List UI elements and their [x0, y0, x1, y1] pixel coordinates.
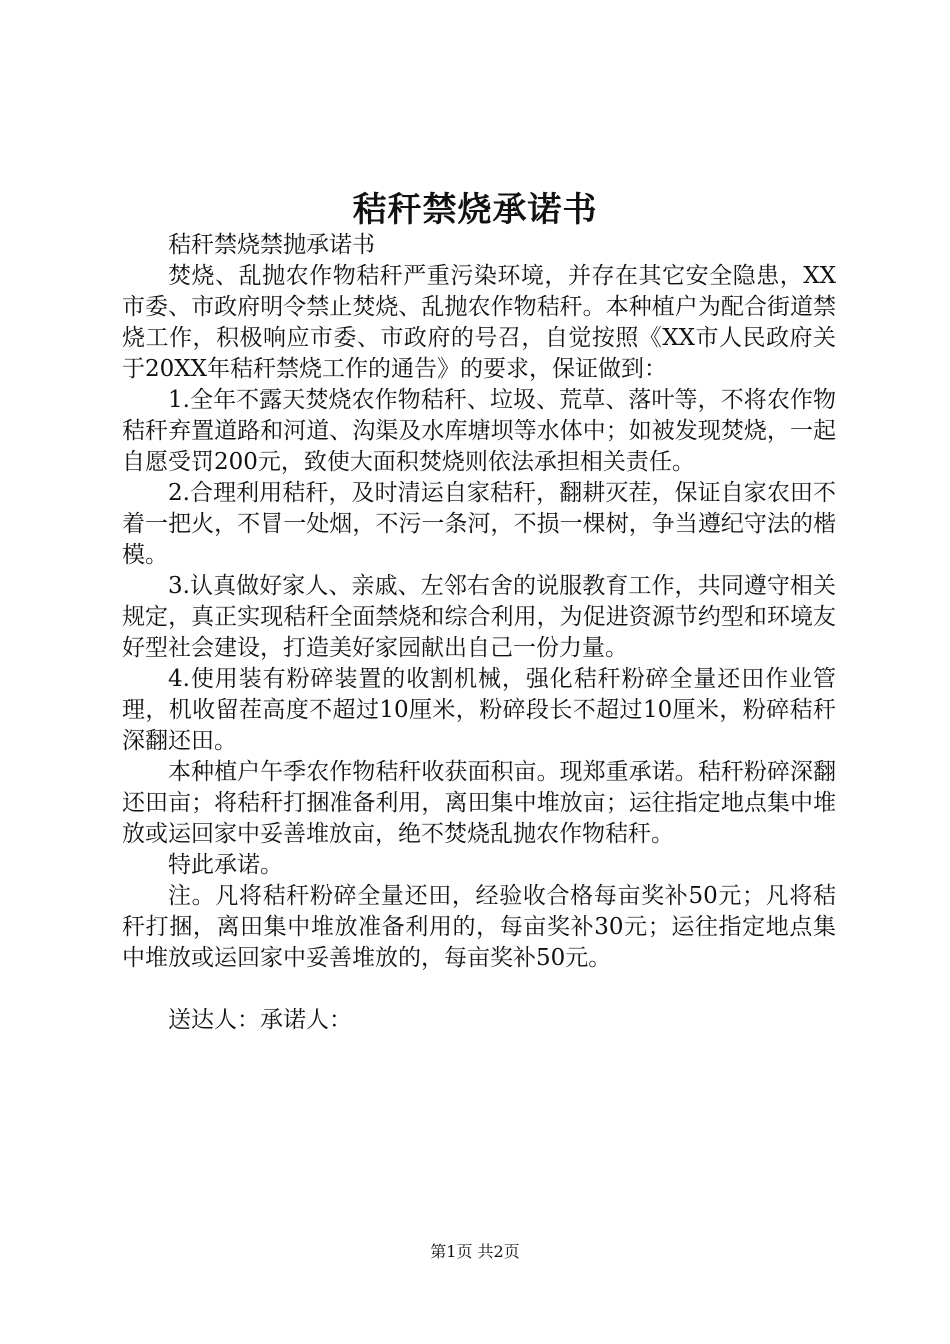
- paragraph-item-2: 2.合理利用秸秆，及时清运自家秸秆，翻耕灭茬，保证自家农田不着一把火，不冒一处烟，不污一条河，不损一棵树，争当遵纪守法的楷模。: [122, 480, 836, 568]
- paragraph-item-4: 4.使用装有粉碎装置的收割机械，强化秸秆粉碎全量还田作业管理，机收留茬高度不超过10厘米，粉碎段长不超过10厘米，粉碎秸秆深翻还田。: [122, 666, 836, 754]
- paragraph-commitment: 本种植户午季农作物秸秆收获面积亩。现郑重承诺。秸秆粉碎深翻还田亩；将秸秆打捆准备利用，离田集中堆放亩；运往指定地点集中堆放或运回家中妥善堆放亩，绝不焚烧乱抛农作物秸秆。: [122, 759, 836, 847]
- document-subtitle: 秸秆禁烧禁抛承诺书: [168, 232, 375, 258]
- paragraph-note: 注。凡将秸秆粉碎全量还田，经验收合格每亩奖补50元；凡将秸秆打捆，离田集中堆放准备利用的，每亩奖补30元；运往指定地点集中堆放或运回家中妥善堆放的，每亩奖补50元。: [122, 883, 836, 971]
- paragraph-item-3: 3.认真做好家人、亲戚、左邻右舍的说服教育工作，共同遵守相关规定，真正实现秸秆全面禁烧和综合利用，为促进资源节约型和环境友好型社会建设，打造美好家园献出自己一份力量。: [122, 573, 836, 661]
- paragraph-item-1: 1.全年不露天焚烧农作物秸秆、垃圾、荒草、落叶等，不将农作物秸秆弃置道路和河道、沟渠及水库塘坝等水体中；如被发现焚烧，一起自愿受罚200元，致使大面积焚烧则依法承担相关责任。: [122, 387, 836, 475]
- document-body: [122, 230, 836, 1036]
- signature-line: 送达人：承诺人：: [168, 1007, 352, 1033]
- paragraph-closing: 特此承诺。: [168, 852, 283, 878]
- document-title: 秸秆禁烧承诺书: [352, 190, 598, 230]
- paragraph-intro: 焚烧、乱抛农作物秸秆严重污染环境，并存在其它安全隐患，XX市委、市政府明令禁止焚烧、乱抛农作物秸秆。本种植户为配合街道禁烧工作，积极响应市委、市政府的号召，自觉按照《XX市人民政府关于20XX年秸秆禁烧工作的通告》的要求，保证做到：: [122, 263, 836, 382]
- page-number: 第1页 共2页: [430, 1242, 520, 1261]
